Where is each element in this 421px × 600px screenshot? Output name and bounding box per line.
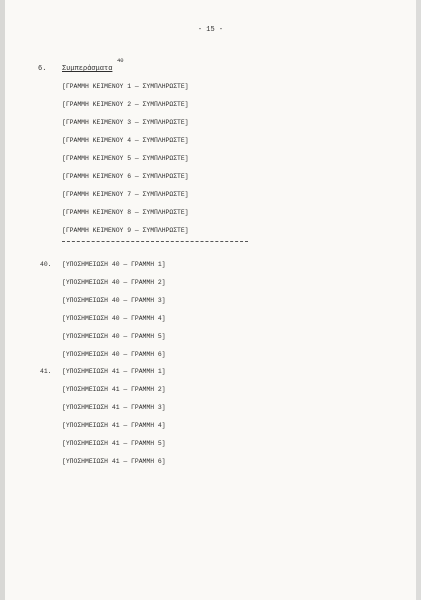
footnote-line: [ΥΠΟΣΗΜΕΙΩΣΗ 40 — ΓΡΑΜΜΗ 4] xyxy=(62,315,166,322)
footnote-line: [ΥΠΟΣΗΜΕΙΩΣΗ 41 — ΓΡΑΜΜΗ 3] xyxy=(62,404,166,411)
body-line: [ΓΡΑΜΜΗ ΚΕΙΜΕΝΟΥ 9 — ΣΥΜΠΛΗΡΩΣΤΕ] xyxy=(62,227,189,234)
section-number: 6. xyxy=(38,65,47,73)
footnote-line: [ΥΠΟΣΗΜΕΙΩΣΗ 40 — ΓΡΑΜΜΗ 2] xyxy=(62,279,166,286)
body-line: [ΓΡΑΜΜΗ ΚΕΙΜΕΝΟΥ 6 — ΣΥΜΠΛΗΡΩΣΤΕ] xyxy=(62,173,189,180)
section-footnote-marker: 40 xyxy=(117,57,124,64)
section-title: Συμπεράσματα xyxy=(62,65,113,73)
footnote-line: [ΥΠΟΣΗΜΕΙΩΣΗ 41 — ΓΡΑΜΜΗ 1] xyxy=(62,368,166,375)
body-line: [ΓΡΑΜΜΗ ΚΕΙΜΕΝΟΥ 3 — ΣΥΜΠΛΗΡΩΣΤΕ] xyxy=(62,119,189,126)
footnote-line: [ΥΠΟΣΗΜΕΙΩΣΗ 41 — ΓΡΑΜΜΗ 5] xyxy=(62,440,166,447)
body-line: [ΓΡΑΜΜΗ ΚΕΙΜΕΝΟΥ 8 — ΣΥΜΠΛΗΡΩΣΤΕ] xyxy=(62,209,189,216)
footnote-line: [ΥΠΟΣΗΜΕΙΩΣΗ 40 — ΓΡΑΜΜΗ 5] xyxy=(62,333,166,340)
footnote-number: 40. xyxy=(40,261,52,268)
page-number: - 15 - xyxy=(197,26,224,34)
section-body xyxy=(62,80,392,242)
scan-right-edge xyxy=(416,0,421,600)
body-line: [ΓΡΑΜΜΗ ΚΕΙΜΕΝΟΥ 5 — ΣΥΜΠΛΗΡΩΣΤΕ] xyxy=(62,155,189,162)
footnote-line: [ΥΠΟΣΗΜΕΙΩΣΗ 41 — ΓΡΑΜΜΗ 6] xyxy=(62,458,166,465)
footnote-number: 41. xyxy=(40,368,52,375)
footnote-line: [ΥΠΟΣΗΜΕΙΩΣΗ 40 — ΓΡΑΜΜΗ 6] xyxy=(62,351,166,358)
footnote-line: [ΥΠΟΣΗΜΕΙΩΣΗ 41 — ΓΡΑΜΜΗ 4] xyxy=(62,422,166,429)
footnote-line: [ΥΠΟΣΗΜΕΙΩΣΗ 40 — ΓΡΑΜΜΗ 1] xyxy=(62,261,166,268)
body-line: [ΓΡΑΜΜΗ ΚΕΙΜΕΝΟΥ 4 — ΣΥΜΠΛΗΡΩΣΤΕ] xyxy=(62,137,189,144)
footnote-separator xyxy=(62,241,248,242)
footnote-41 xyxy=(40,365,392,473)
scan-left-edge xyxy=(0,0,5,600)
body-line: [ΓΡΑΜΜΗ ΚΕΙΜΕΝΟΥ 7 — ΣΥΜΠΛΗΡΩΣΤΕ] xyxy=(62,191,189,198)
footnote-line: [ΥΠΟΣΗΜΕΙΩΣΗ 40 — ΓΡΑΜΜΗ 3] xyxy=(62,297,166,304)
footnote-40 xyxy=(40,258,392,366)
body-line: [ΓΡΑΜΜΗ ΚΕΙΜΕΝΟΥ 1 — ΣΥΜΠΛΗΡΩΣΤΕ] xyxy=(62,83,189,90)
body-line: [ΓΡΑΜΜΗ ΚΕΙΜΕΝΟΥ 2 — ΣΥΜΠΛΗΡΩΣΤΕ] xyxy=(62,101,189,108)
footnote-line: [ΥΠΟΣΗΜΕΙΩΣΗ 41 — ΓΡΑΜΜΗ 2] xyxy=(62,386,166,393)
